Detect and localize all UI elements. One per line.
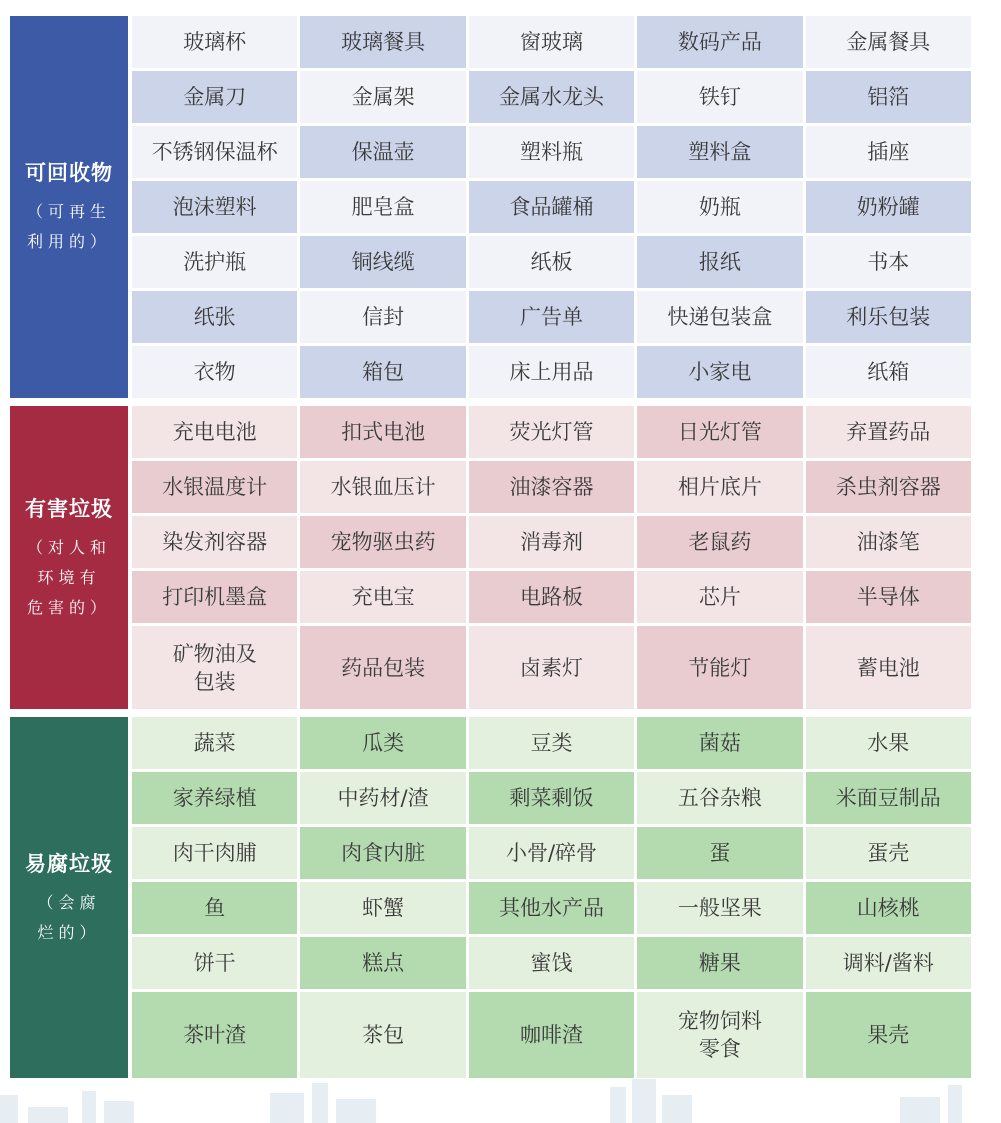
item-cell: 五谷杂粮 [637, 772, 802, 824]
item-cell: 金属餐具 [806, 16, 971, 68]
item-cell: 扣式电池 [300, 406, 465, 458]
item-cell: 玻璃餐具 [300, 16, 465, 68]
item-cell: 糖果 [637, 937, 802, 989]
item-cell: 节能灯 [637, 626, 802, 709]
item-cell: 插座 [806, 126, 971, 178]
item-cell: 蛋壳 [806, 827, 971, 879]
item-cell: 菌菇 [637, 717, 802, 769]
item-cell: 信封 [300, 291, 465, 343]
category-note: （对人和 环境有 危害的） [26, 537, 111, 617]
item-cell: 肉干肉脯 [132, 827, 297, 879]
item-cell: 书本 [806, 236, 971, 288]
item-cell: 纸板 [469, 236, 634, 288]
item-cell: 纸张 [132, 291, 297, 343]
item-cell: 日光灯管 [637, 406, 802, 458]
category-label-recyclable [10, 16, 128, 398]
background-skyline-graphic [0, 1073, 1001, 1123]
item-cell: 其他水产品 [469, 882, 634, 934]
item-cell: 消毒剂 [469, 516, 634, 568]
item-cell: 水果 [806, 717, 971, 769]
item-cell: 洗护瓶 [132, 236, 297, 288]
item-cell: 蓄电池 [806, 626, 971, 709]
item-cell: 打印机墨盒 [132, 571, 297, 623]
item-cell: 一般坚果 [637, 882, 802, 934]
item-cell: 瓜类 [300, 717, 465, 769]
item-cell: 豆类 [469, 717, 634, 769]
item-cell: 调料/酱料 [806, 937, 971, 989]
category-note: （会腐 烂的） [37, 892, 101, 942]
item-cell: 水银温度计 [132, 461, 297, 513]
item-cell: 塑料盒 [637, 126, 802, 178]
item-cell: 衣物 [132, 346, 297, 398]
item-cell: 药品包装 [300, 626, 465, 709]
item-cell: 利乐包装 [806, 291, 971, 343]
item-cell: 油漆容器 [469, 461, 634, 513]
item-cell: 铁钉 [637, 71, 802, 123]
item-cell: 床上用品 [469, 346, 634, 398]
item-cell: 金属架 [300, 71, 465, 123]
item-cell: 虾蟹 [300, 882, 465, 934]
item-grid-recyclable [132, 16, 971, 398]
item-cell: 肥皂盒 [300, 181, 465, 233]
item-cell: 金属水龙头 [469, 71, 634, 123]
item-cell: 充电宝 [300, 571, 465, 623]
item-cell: 茶包 [300, 992, 465, 1078]
category-label-hazardous [10, 406, 128, 709]
item-cell: 奶粉罐 [806, 181, 971, 233]
item-cell: 杀虫剂容器 [806, 461, 971, 513]
item-cell: 老鼠药 [637, 516, 802, 568]
item-cell: 水银血压计 [300, 461, 465, 513]
item-cell: 果壳 [806, 992, 971, 1078]
item-cell: 铝箔 [806, 71, 971, 123]
item-cell: 山核桃 [806, 882, 971, 934]
item-cell: 食品罐桶 [469, 181, 634, 233]
item-cell: 卤素灯 [469, 626, 634, 709]
category-title: 易腐垃圾 [25, 851, 113, 876]
category-note: （可再生 利用的） [26, 202, 111, 251]
category-title: 有害垃圾 [25, 496, 113, 521]
item-cell: 蛋 [637, 827, 802, 879]
item-cell: 弃置药品 [806, 406, 971, 458]
item-cell: 相片底片 [637, 461, 802, 513]
item-cell: 广告单 [469, 291, 634, 343]
item-cell: 宠物驱虫药 [300, 516, 465, 568]
item-cell: 饼干 [132, 937, 297, 989]
item-cell: 铜线缆 [300, 236, 465, 288]
item-cell: 纸箱 [806, 346, 971, 398]
item-cell: 窗玻璃 [469, 16, 634, 68]
item-cell: 米面豆制品 [806, 772, 971, 824]
item-cell: 数码产品 [637, 16, 802, 68]
item-grid-perishable [132, 717, 971, 1078]
item-cell: 奶瓶 [637, 181, 802, 233]
item-cell: 鱼 [132, 882, 297, 934]
item-cell: 芯片 [637, 571, 802, 623]
item-cell: 电路板 [469, 571, 634, 623]
item-cell: 矿物油及 包装 [132, 626, 297, 709]
item-cell: 家养绿植 [132, 772, 297, 824]
item-cell: 剩菜剩饭 [469, 772, 634, 824]
waste-classification-table [10, 16, 971, 1078]
item-cell: 玻璃杯 [132, 16, 297, 68]
item-cell: 报纸 [637, 236, 802, 288]
item-cell: 半导体 [806, 571, 971, 623]
item-cell: 染发剂容器 [132, 516, 297, 568]
item-cell: 小家电 [637, 346, 802, 398]
item-cell: 泡沫塑料 [132, 181, 297, 233]
item-cell: 中药材/渣 [300, 772, 465, 824]
item-cell: 充电电池 [132, 406, 297, 458]
item-cell: 金属刀 [132, 71, 297, 123]
item-cell: 蔬菜 [132, 717, 297, 769]
item-grid-hazardous [132, 406, 971, 709]
section-recyclable [10, 16, 971, 398]
item-cell: 茶叶渣 [132, 992, 297, 1078]
item-cell: 荧光灯管 [469, 406, 634, 458]
item-cell: 不锈钢保温杯 [132, 126, 297, 178]
item-cell: 糕点 [300, 937, 465, 989]
item-cell: 箱包 [300, 346, 465, 398]
item-cell: 保温壶 [300, 126, 465, 178]
item-cell: 咖啡渣 [469, 992, 634, 1078]
item-cell: 宠物饲料 零食 [637, 992, 802, 1078]
item-cell: 快递包装盒 [637, 291, 802, 343]
item-cell: 塑料瓶 [469, 126, 634, 178]
section-perishable [10, 717, 971, 1078]
category-title: 可回收物 [25, 161, 113, 185]
category-label-perishable [10, 717, 128, 1078]
item-cell: 小骨/碎骨 [469, 827, 634, 879]
item-cell: 蜜饯 [469, 937, 634, 989]
item-cell: 油漆笔 [806, 516, 971, 568]
section-hazardous [10, 406, 971, 709]
item-cell: 肉食内脏 [300, 827, 465, 879]
